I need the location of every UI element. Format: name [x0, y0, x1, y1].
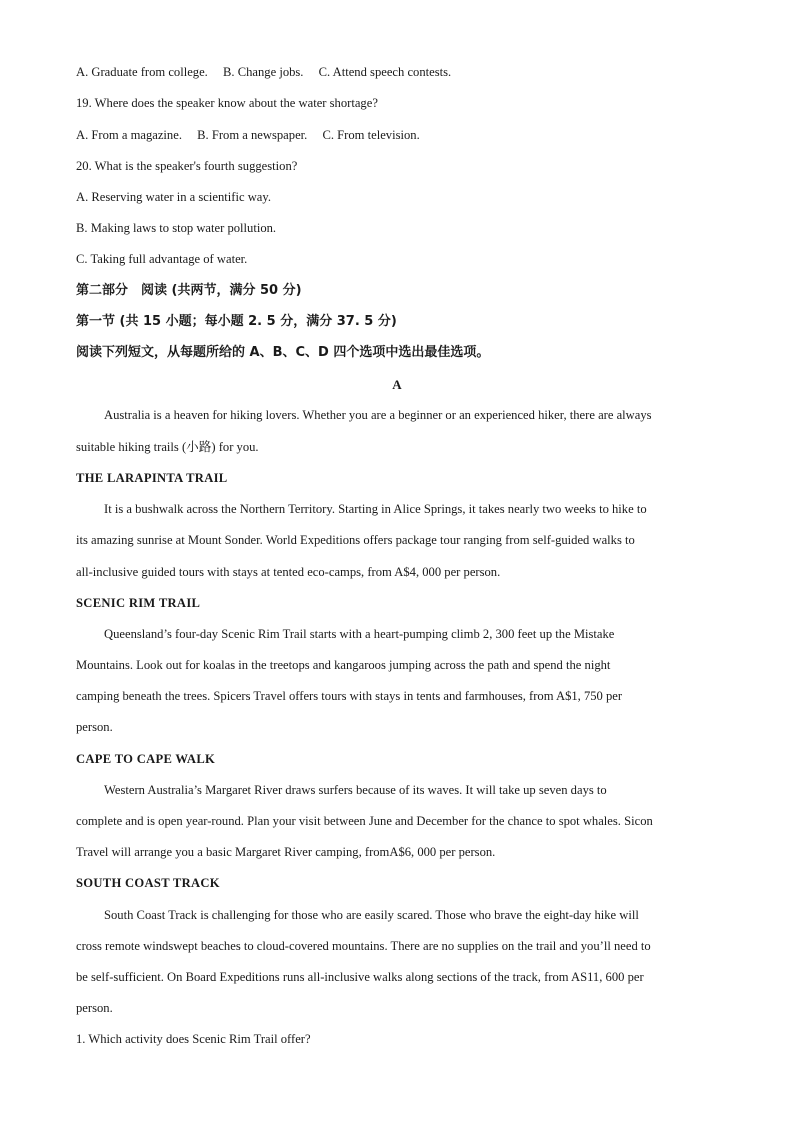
south-coast-line-3: be self-sufficient. On Board Expeditions runs all-inclusive walks along sections of the track, from AS11, 600 per — [76, 970, 644, 984]
q18-options — [76, 64, 726, 80]
south-coast-line-2: cross remote windswept beaches to cloud-covered mountains. There are no supplies on the trail and you’ll need to — [76, 939, 651, 953]
south-coast-line-4: person. — [76, 1001, 113, 1015]
intro-line-2: suitable hiking trails (小路) for you. — [76, 440, 259, 454]
intro-line-1: Australia is a heaven for hiking lovers. Whether you are a beginner or an experienced hiker, there are always — [104, 408, 652, 422]
q19-question: 19. Where does the speaker know about the water shortage? — [76, 96, 378, 110]
q20-option-a: A. Reserving water in a scientific way. — [76, 190, 272, 204]
passage-label: A — [392, 377, 402, 392]
q20-option-b: B. Making laws to stop water pollution. — [76, 221, 277, 235]
q19-option-b: B. From a newspaper. — [197, 128, 308, 142]
q18-option-a: A. Graduate from college. — [76, 65, 208, 79]
q1-question: 1. Which activity does Scenic Rim Trail offer? — [76, 1032, 311, 1046]
larapinta-line-2: its amazing sunrise at Mount Sonder. World Expeditions offers package tour ranging from self-guided walks to — [76, 533, 635, 547]
trail-heading-scenic-rim: SCENIC RIM TRAIL — [76, 596, 201, 610]
trail-heading-cape-to-cape: CAPE TO CAPE WALK — [76, 752, 216, 766]
q19-option-a: A. From a magazine. — [76, 128, 182, 142]
part-title: 第二部分 阅读 (共两节，满分 50 分) — [76, 283, 302, 298]
larapinta-line-1: It is a bushwalk across the Northern Territory. Starting in Alice Springs, it takes nearly two weeks to hike to — [104, 502, 647, 516]
scenic-rim-line-2: Mountains. Look out for koalas in the treetops and kangaroos jumping across the path and spend the night — [76, 658, 611, 672]
larapinta-line-3: all-inclusive guided tours with stays at tented eco-camps, from A$4, 000 per person. — [76, 565, 501, 579]
q20-option-c: C. Taking full advantage of water. — [76, 252, 248, 266]
trail-heading-south-coast: SOUTH COAST TRACK — [76, 876, 220, 890]
section-instruction: 阅读下列短文，从每题所给的 A、B、C、D 四个选项中选出最佳选项。 — [76, 345, 490, 360]
q19-option-c: C. From television. — [322, 128, 420, 142]
south-coast-line-1: South Coast Track is challenging for those who are easily scared. Those who brave the eight-day hike will — [104, 908, 639, 922]
q18-option-c: C. Attend speech contests. — [318, 65, 452, 79]
q20-question: 20. What is the speaker's fourth suggestion? — [76, 159, 298, 173]
q18-option-b: B. Change jobs. — [223, 65, 304, 79]
scenic-rim-line-4: person. — [76, 720, 113, 734]
section-subtitle: 第一节 (共 15 小题；每小题 2. 5 分，满分 37. 5 分) — [76, 314, 397, 329]
scenic-rim-line-1: Queensland’s four-day Scenic Rim Trail starts with a heart-pumping climb 2, 300 feet up the Mistake — [104, 627, 615, 641]
cape-to-cape-line-2: complete and is open year-round. Plan your visit between June and December for the chance to spot whales. Sicon — [76, 814, 653, 828]
cape-to-cape-line-3: Travel will arrange you a basic Margaret River camping, fromA$6, 000 per person. — [76, 845, 496, 859]
cape-to-cape-line-1: Western Australia’s Margaret River draws surfers because of its waves. It will take up seven days to — [104, 783, 607, 797]
scenic-rim-line-3: camping beneath the trees. Spicers Travel offers tours with stays in tents and farmhouses, from A$1, 750 per — [76, 689, 623, 703]
q19-options — [76, 127, 726, 143]
trail-heading-larapinta: THE LARAPINTA TRAIL — [76, 471, 228, 485]
